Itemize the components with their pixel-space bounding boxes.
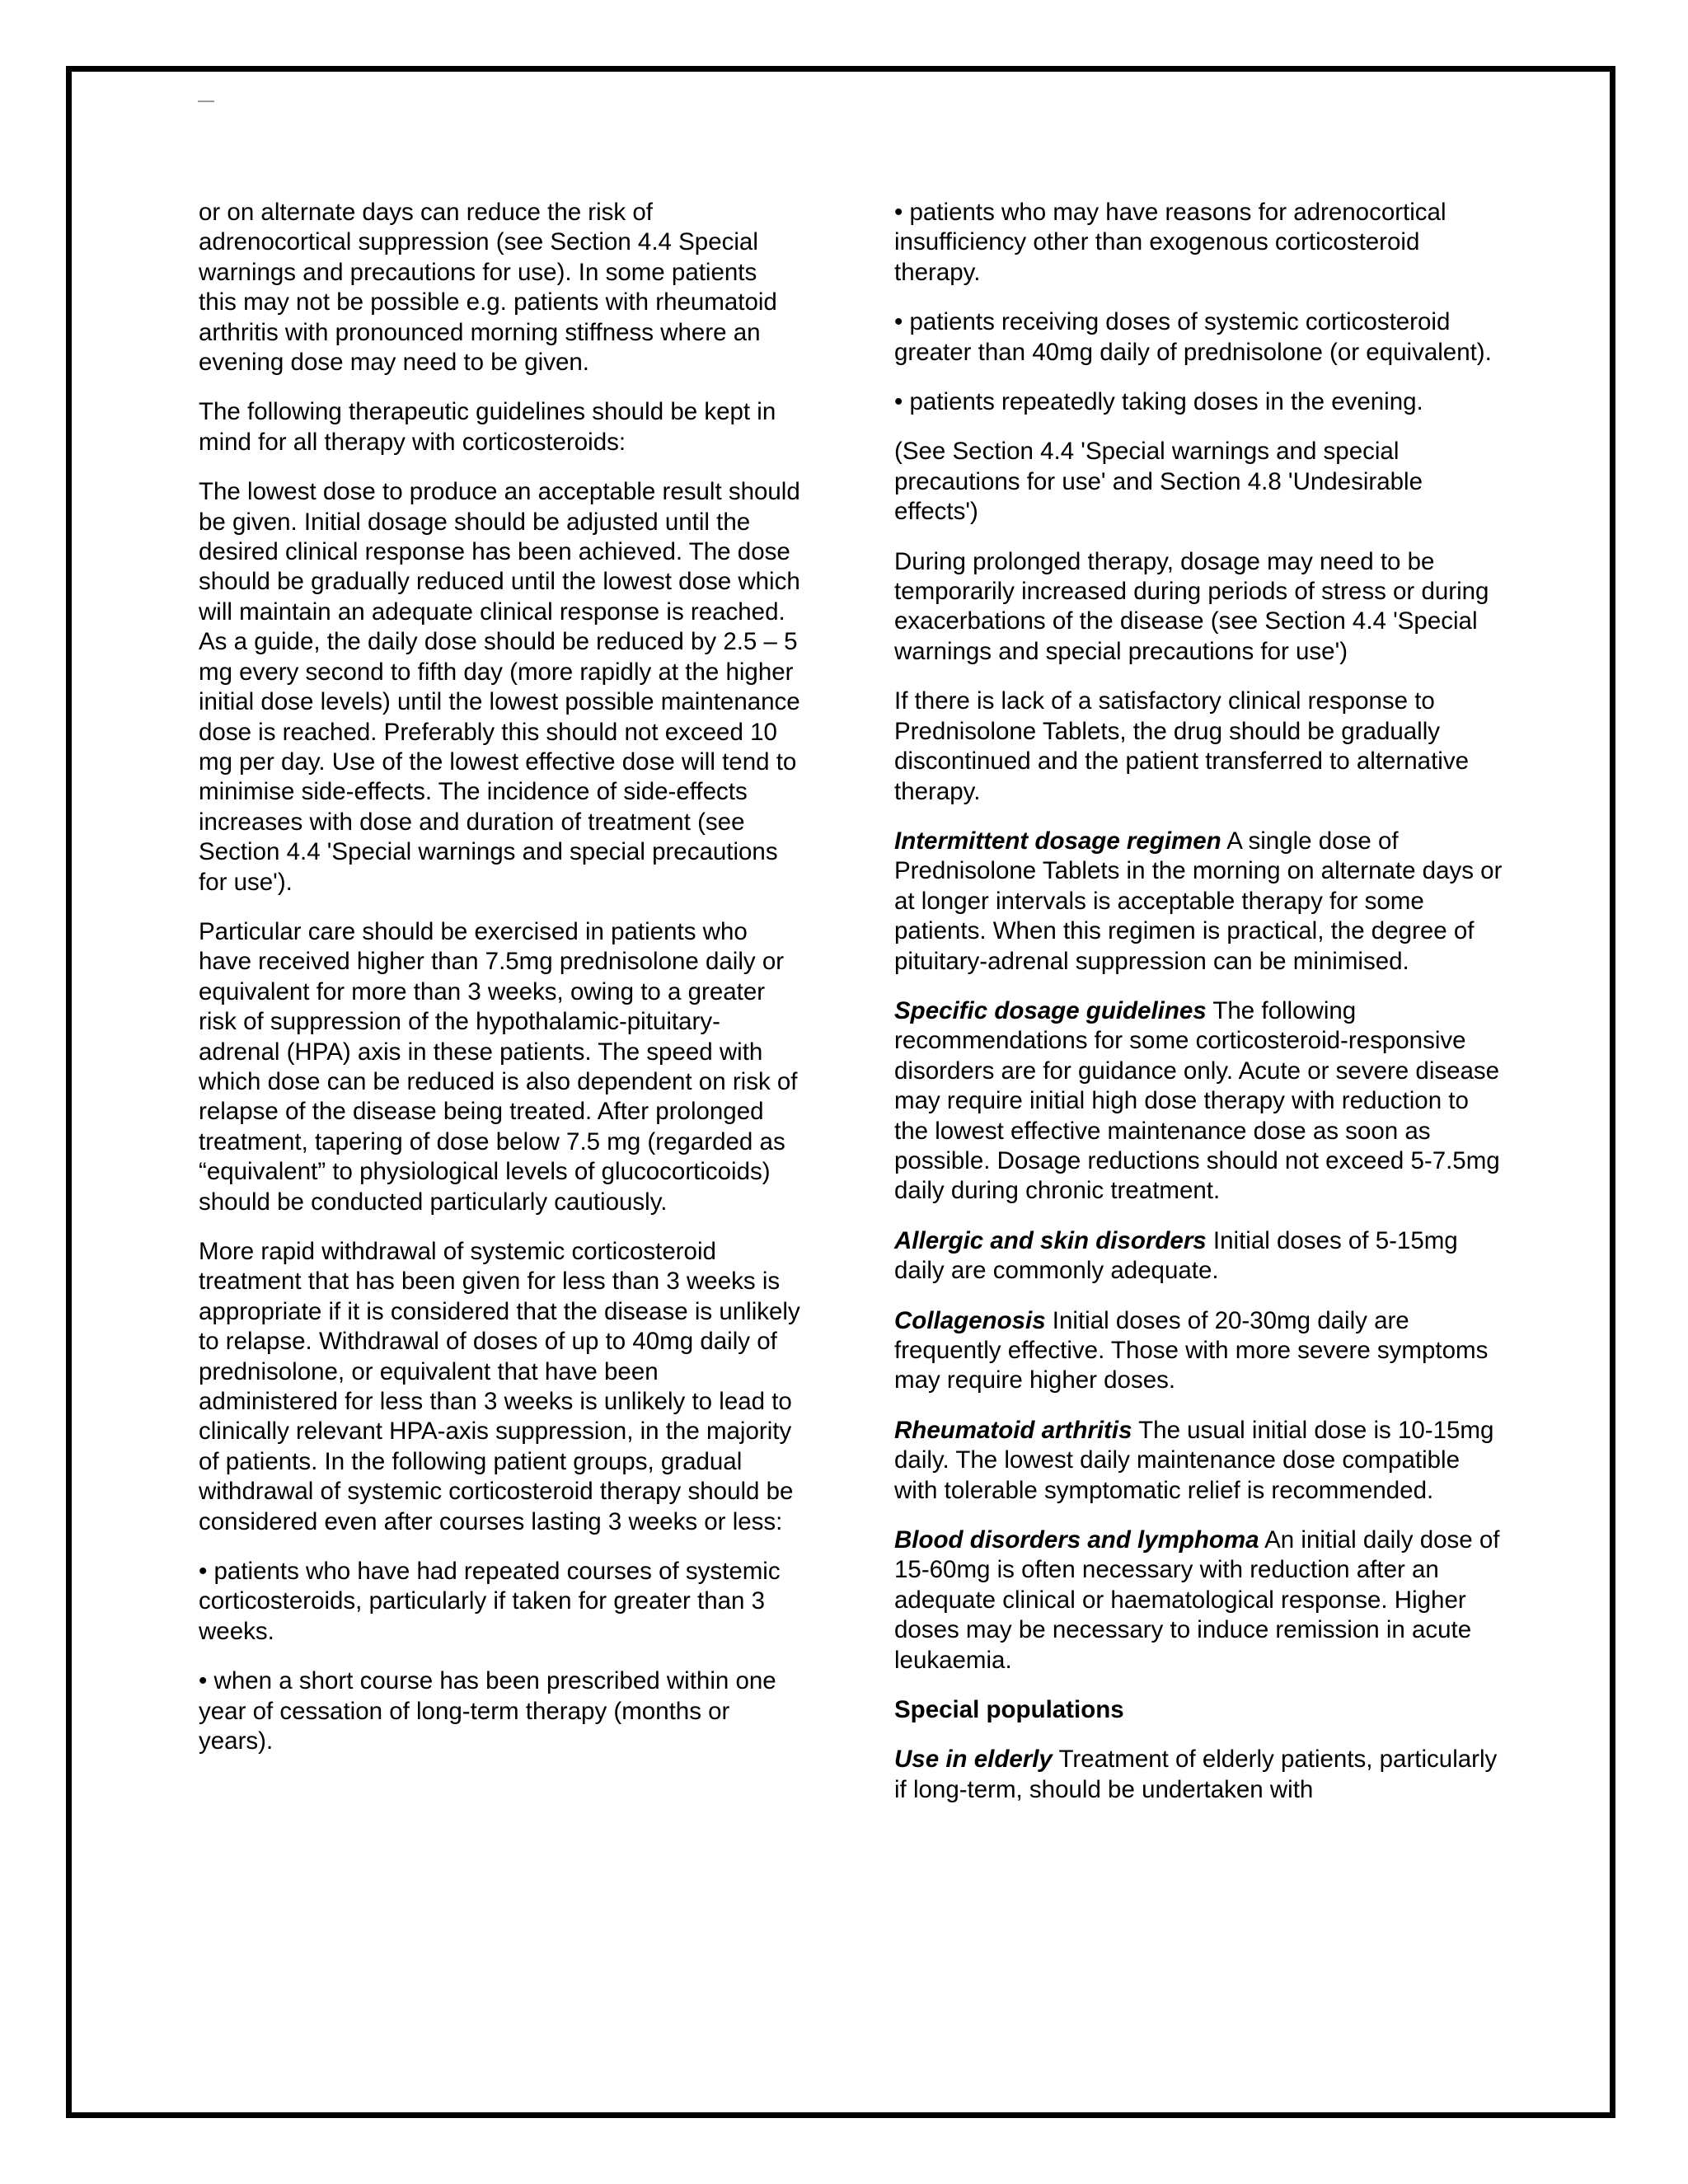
heading-blood-disorders: Blood disorders and lymphoma (894, 1526, 1259, 1554)
paragraph-blood-disorders (894, 1526, 1504, 1675)
text-use-in-elderly: Treatment of elderly patients, particularly if long-term, should be undertaken with (894, 1746, 1498, 1803)
paragraph-see-sections: (See Section 4.4 'Special warnings and special precautions for use' and Section 4.8 'Undesirable effects') (894, 438, 1423, 526)
paragraph-specific-dosage (894, 996, 1504, 1207)
heading-allergic-skin: Allergic and skin disorders (894, 1226, 1207, 1254)
paragraph-intermittent-dosage (894, 827, 1504, 977)
paragraph-lack-of-response: If there is lack of a satisfactory clinical response to Prednisolone Tablets, the drug should be gradually discontinued and the patient transferred to alternative therapy. (894, 687, 1469, 805)
heading-intermittent-dosage: Intermittent dosage regimen (894, 827, 1221, 855)
paragraph-particular-care: Particular care should be exercised in patients who have received higher than 7.5mg prednisolone daily or equivalent for more than 3 weeks, owing to a greater risk of suppression of the hypothalamic-pituitary-adrenal (HPA) axis in these patients. The speed with which dose can be reduced is also dependent on risk of relapse of the disease being treated. After prolonged treatment, tapering of dose below 7.5 mg (regarded as “equivalent” to physiological levels of glucocorticoids) should be conducted particularly cautiously. (199, 917, 798, 1216)
heading-specific-dosage: Specific dosage guidelines (894, 996, 1207, 1024)
bullet-repeated-courses: • patients who have had repeated courses of systemic corticosteroids, particularly if taken for greater than 3 weeks. (199, 1558, 781, 1645)
text-specific-dosage: The following recommendations for some corticosteroid-responsive disorders are for guidance only. Acute or severe disease may require initial high dose therapy with reduction to the lowest effective maintenance dose as soon as possible. Dosage reductions should not exceed 5-7.5mg daily during chronic treatment. (894, 996, 1500, 1205)
text-intermittent-dosage: A single dose of Prednisolone Tablets in the morning on alternate days or at longer intervals is acceptable therapy for some patients. When this regimen is practical, the degree of pituitary-adrenal suppression can be minimised. (894, 827, 1503, 975)
heading-use-in-elderly: Use in elderly (894, 1746, 1053, 1774)
text-allergic-skin: Initial doses of 5-15mg daily are commonly adequate. (894, 1226, 1458, 1285)
left-column (199, 198, 800, 1777)
text-blood-disorders: An initial daily dose of 15-60mg is often necessary with reduction after an adequate clinical or haematological response. Higher doses may be necessary to induce remission in acute leukaemia. (894, 1526, 1500, 1674)
paragraph-rapid-withdrawal: More rapid withdrawal of systemic corticosteroid treatment that has been given for less than 3 weeks is appropriate if it is considered that the disease is unlikely to relapse. Withdrawal of doses of up to 40mg daily of prednisolone, or equivalent that have been administered for less than 3 weeks is unlikely to lead to clinically relevant HPA-axis suppression, in the majority of patients. In the following patient groups, gradual withdrawal of systemic corticosteroid therapy should be considered even after courses lasting 3 weeks or less: (199, 1238, 800, 1535)
heading-special-populations: Special populations (894, 1696, 1124, 1724)
bullet-adrenocortical-insufficiency: • patients who may have reasons for adrenocortical insufficiency other than exogenous corticosteroid therapy. (894, 199, 1447, 286)
right-column (894, 198, 1504, 1825)
paragraph-collagenosis (894, 1306, 1504, 1396)
paragraph-prolonged-therapy: During prolonged therapy, dosage may need to be temporarily increased during periods of stress or during exacerbations of the disease (see Section 4.4 'Special warnings and special precautions for use') (894, 547, 1489, 665)
paragraph-use-in-elderly (894, 1745, 1504, 1805)
bullet-evening-doses: • patients repeatedly taking doses in the evening. (894, 388, 1423, 416)
paragraph-guidelines-intro: The following therapeutic guidelines should be kept in mind for all therapy with corticosteroids: (199, 398, 776, 456)
paragraph-allergic-skin (894, 1226, 1504, 1286)
heading-rheumatoid-arthritis: Rheumatoid arthritis (894, 1416, 1132, 1444)
paragraph-lowest-dose: The lowest dose to produce an acceptable result should be given. Initial dosage should be adjusted until the desired clinical response has been achieved. The dose should be gradually reduced until the lowest dose which will maintain an adequate clinical response is reached. As a guide, the daily dose should be reduced by 2.5 – 5 mg every second to fifth day (more rapidly at the higher initial dose levels) until the lowest possible maintenance dose is reached. Preferably this should not exceed 10 mg per day. Use of the lowest effective dose will tend to minimise side-effects. The incidence of side-effects increases with dose and duration of treatment (see Section 4.4 'Special warnings and special precautions for use'). (199, 478, 800, 896)
text-collagenosis: Initial doses of 20-30mg daily are frequently effective. Those with more severe symptoms may require higher doses. (894, 1306, 1489, 1394)
paragraph-rheumatoid-arthritis (894, 1416, 1504, 1506)
bullet-short-course: • when a short course has been prescribed within one year of cessation of long-term therapy (months or years). (199, 1667, 776, 1755)
text-rheumatoid-arthritis: The usual initial dose is 10-15mg daily. The lowest daily maintenance dose compatible with tolerable symptomatic relief is recommended. (894, 1416, 1494, 1504)
paragraph-alternate-days: or on alternate days can reduce the risk of adrenocortical suppression (see Section 4.4 Special warnings and precautions for use). In some patients this may not be possible e.g. patients with rheumatoid arthritis with pronounced morning stiffness where an evening dose may need to be given. (199, 199, 777, 377)
bullet-high-dose: • patients receiving doses of systemic corticosteroid greater than 40mg daily of prednisolone (or equivalent). (894, 308, 1492, 366)
heading-collagenosis: Collagenosis (894, 1306, 1046, 1334)
header-mark (198, 101, 214, 102)
